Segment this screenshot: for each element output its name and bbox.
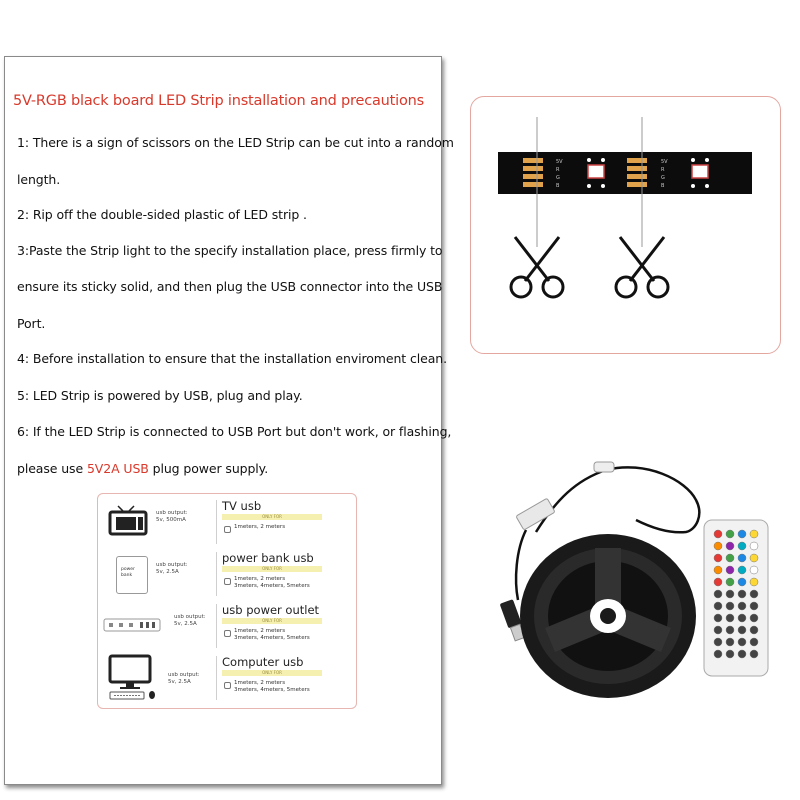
remote-button [726, 578, 734, 586]
power-bank-label: power bank [121, 567, 135, 578]
remote-button [738, 554, 746, 562]
usb-source-title: Computer usb [222, 655, 304, 669]
remote-button [726, 626, 734, 634]
ir-receiver-icon [594, 462, 614, 472]
pad-label: R [661, 167, 665, 173]
usb-row-computer [98, 652, 356, 704]
remote-button [714, 614, 722, 622]
power-suffix: plug power supply. [148, 461, 269, 476]
remote-button [750, 530, 758, 538]
only-for-tag: ONLY FOR [222, 618, 322, 624]
cut-guide-illustration [471, 97, 780, 353]
instruction-line: 4: Before installation to ensure that the installation enviroment clean. [17, 351, 447, 366]
instructions-panel [4, 56, 454, 785]
remote-button [750, 614, 758, 622]
remote-button [738, 626, 746, 634]
remote-button [738, 614, 746, 622]
remote-button [738, 638, 746, 646]
power-bank-icon [116, 556, 148, 594]
computer-icon [104, 654, 160, 700]
remote-button [714, 650, 722, 658]
remote-button [738, 590, 746, 598]
remote-button [726, 650, 734, 658]
row-divider [216, 604, 217, 648]
controller-icon [516, 498, 555, 530]
only-for-tag: ONLY FOR [222, 514, 322, 520]
remote-button [726, 566, 734, 574]
usb-row-power-bank [98, 548, 356, 600]
length-options: 1meters, 2 meters 3meters, 4meters, 5meters [234, 628, 310, 641]
usb-source-table [97, 493, 357, 709]
clip-icon [224, 526, 231, 533]
usb-source-title: usb power outlet [222, 603, 320, 617]
remote-button [750, 566, 758, 574]
cut-guide-panel [470, 96, 781, 354]
usb-source-title: power bank usb [222, 551, 314, 565]
remote-button [714, 626, 722, 634]
remote-button [714, 590, 722, 598]
only-for-tag: ONLY FOR [222, 566, 322, 572]
remote-button [714, 554, 722, 562]
instructions-title: 5V-RGB black board LED Strip installation and precautions [13, 93, 424, 109]
usb-output-label: usb output: 5v, 2.5A [156, 562, 188, 575]
usb-row-tv [98, 496, 356, 548]
remote-button [738, 578, 746, 586]
remote-button [738, 602, 746, 610]
remote-button [750, 638, 758, 646]
remote-button [750, 578, 758, 586]
product-illustration [496, 440, 786, 710]
remote-button [726, 590, 734, 598]
remote-button [726, 554, 734, 562]
remote-button [738, 566, 746, 574]
remote-button [750, 626, 758, 634]
power-prefix: please use [17, 461, 87, 476]
usb-output-label: usb output: 5v, 2.5A [174, 614, 206, 627]
pad-label: R [556, 167, 560, 173]
instruction-line: 6: If the LED Strip is connected to USB Port but don't work, or flashing, [17, 424, 452, 439]
instruction-line: 5: LED Strip is powered by USB, plug and play. [17, 388, 303, 403]
remote-button [726, 542, 734, 550]
remote-button [714, 542, 722, 550]
remote-button [726, 602, 734, 610]
remote-button [738, 530, 746, 538]
remote-button [750, 554, 758, 562]
length-options: 1meters, 2 meters [234, 524, 286, 530]
row-divider [216, 500, 217, 544]
remote-button [738, 650, 746, 658]
tv-icon [106, 504, 152, 538]
power-outlet-icon [102, 608, 162, 642]
clip-icon [224, 682, 231, 689]
pad-label: B [556, 183, 560, 189]
pad-label: B [661, 183, 665, 189]
remote-button [750, 602, 758, 610]
clip-icon [224, 630, 231, 637]
remote-button [726, 530, 734, 538]
remote-button [714, 566, 722, 574]
length-options: 1meters, 2 meters 3meters, 4meters, 5meters [234, 680, 310, 693]
clip-icon [224, 578, 231, 585]
reel-icon [520, 534, 696, 698]
only-for-tag: ONLY FOR [222, 670, 322, 676]
remote-button [750, 650, 758, 658]
row-divider [216, 552, 217, 596]
remote-button [726, 638, 734, 646]
usb-source-title: TV usb [222, 499, 262, 513]
pad-label: 5V [661, 159, 668, 165]
remote-control-icon [704, 520, 768, 676]
instruction-line: 2: Rip off the double-sided plastic of LED strip . [17, 207, 307, 222]
remote-button [750, 590, 758, 598]
power-highlight: 5V2A USB [86, 461, 149, 476]
instruction-line: ensure its sticky solid, and then plug the USB connector into the USB [17, 279, 443, 294]
instruction-line-power [17, 461, 268, 476]
pad-label: 5V [556, 159, 563, 165]
remote-button [714, 638, 722, 646]
usb-output-label: usb output: 5v, 500mA [156, 510, 188, 523]
pad-label: G [661, 175, 665, 181]
pad-label: G [556, 175, 560, 181]
remote-button [738, 542, 746, 550]
instruction-line: 3:Paste the Strip light to the specify installation place, press firmly to [17, 243, 443, 258]
usb-output-label: usb output: 5v, 2.5A [168, 672, 200, 685]
remote-button [714, 530, 722, 538]
remote-button [750, 542, 758, 550]
remote-button [714, 578, 722, 586]
remote-button [726, 614, 734, 622]
instruction-line: Port. [17, 316, 46, 331]
row-divider [216, 656, 217, 700]
remote-button [714, 602, 722, 610]
length-options: 1meters, 2 meters 3meters, 4meters, 5meters [234, 576, 310, 589]
instruction-line: length. [17, 172, 61, 187]
instruction-line: 1: There is a sign of scissors on the LED Strip can be cut into a random [17, 135, 454, 150]
usb-row-power-outlet [98, 600, 356, 652]
